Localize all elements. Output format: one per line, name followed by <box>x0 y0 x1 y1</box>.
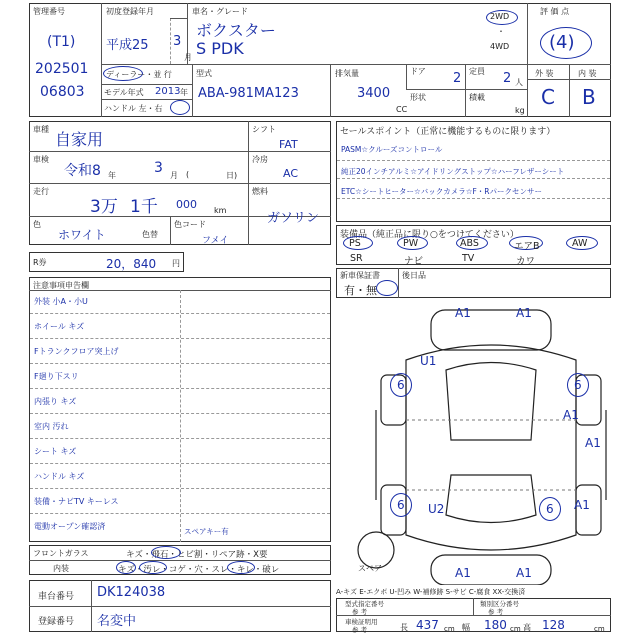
damage-mark: A1 <box>516 566 532 580</box>
mileage-rest: 000 <box>176 198 197 211</box>
fuel-value: ガソリン <box>267 211 320 226</box>
height-value: 128 <box>542 618 565 632</box>
damage-mark: 6 <box>574 378 582 392</box>
car-diagram <box>336 300 611 585</box>
equip-navi: ナビ <box>404 256 424 267</box>
score-exterior: C <box>541 85 555 109</box>
vehicle-type: ABA-981MA123 <box>198 86 299 101</box>
damage-mark: A1 <box>563 408 579 422</box>
equip-abs: ABS <box>460 238 479 249</box>
spare-label: スペア <box>358 564 382 573</box>
dealer-label: ディーラー・並 行 <box>106 70 172 79</box>
note-item: 装備・ナビTV キーレス <box>34 497 119 506</box>
damage-mark: U2 <box>428 502 445 516</box>
selling-line-1: PASM☆クルーズコントロール <box>341 145 443 154</box>
ac-value: AC <box>283 167 299 180</box>
note-item: 電動オープン確認済 <box>34 522 106 531</box>
notes-extra: スペアキー有 <box>184 527 229 536</box>
selling-line-2: 純正20インチアルミ☆アイドリングストップ☆ハーフレザーシート <box>341 167 565 176</box>
mgmt-label: 管理番号 <box>33 7 65 16</box>
damage-mark: 6 <box>397 498 405 512</box>
equip-ps: PS <box>349 238 361 249</box>
reg-era: 平成25 <box>106 38 149 53</box>
damage-mark: U1 <box>420 354 437 368</box>
score-interior: B <box>582 85 596 109</box>
equip-tv: TV <box>462 253 475 264</box>
equip-airbag: エアB <box>514 241 540 252</box>
car-model: ボクスター <box>196 21 276 40</box>
note-item: ハンドル キズ <box>34 472 85 481</box>
reg-label: 初度登録年月 <box>106 7 154 16</box>
color-code: フメイ <box>202 236 229 246</box>
damage-mark: A1 <box>516 306 532 320</box>
damage-mark: A1 <box>574 498 590 512</box>
warranty-value: 有・無 <box>344 284 377 297</box>
registration-value: 名変中 <box>97 614 137 629</box>
handle-label: ハンドル 左・右 <box>104 104 163 113</box>
damage-mark: 6 <box>546 502 554 516</box>
score-label: 評 価 点 <box>540 7 570 16</box>
mileage-sen: 1千 <box>130 197 158 217</box>
damage-mark: A1 <box>455 566 471 580</box>
equip-sr: SR <box>350 253 363 264</box>
reg-month: 3 <box>173 34 182 49</box>
recycle-value: 20，840 <box>106 257 157 271</box>
drive-2wd: 2WD <box>490 12 510 21</box>
inspection-era: 令和8 <box>64 163 101 179</box>
capacity: 2 <box>503 71 512 86</box>
glass-options: キズ・飛石・ヒビ割・リペア跡・X要 <box>126 550 268 560</box>
width-value: 180 <box>484 618 507 632</box>
damage-mark: 6 <box>397 378 405 392</box>
damage-mark: A1 <box>585 436 601 450</box>
name-label: 車名・グレード <box>192 7 248 16</box>
note-item: ホイール キズ <box>34 322 85 331</box>
equipment-label: 装備品（純正品に限り○をつけてください） <box>340 230 519 240</box>
note-item: Fトランクフロア突上げ <box>34 347 119 356</box>
selling-line-3: ETC☆シートヒーター☆バックカメラ☆F・Rパークセンサー <box>341 187 543 196</box>
note-item: シート キズ <box>34 447 77 456</box>
score-value: (4) <box>549 32 575 53</box>
equip-pw: PW <box>403 238 419 249</box>
damage-mark: A1 <box>455 306 471 320</box>
color-value: ホワイト <box>58 228 106 242</box>
usage-value: 自家用 <box>55 130 104 149</box>
car-grade: S PDK <box>196 39 244 58</box>
note-item: 室内 汚れ <box>34 422 69 431</box>
mileage-man: 3万 <box>90 197 118 217</box>
length-value: 437 <box>416 618 439 632</box>
mgmt-t: (T1) <box>47 34 76 50</box>
note-item: 外装 小A・小U <box>34 297 88 306</box>
note-item: 内張り キズ <box>34 397 77 406</box>
chassis-value: DK124038 <box>97 585 166 600</box>
equip-leather: カワ <box>516 256 536 267</box>
selling-label: セールスポイント（正常に機能するものに限ります） <box>340 127 556 137</box>
interior-options: キズ・汚レ・コゲ・穴・スレ・キレ・破レ <box>118 565 280 575</box>
door-count: 2 <box>453 71 462 86</box>
note-item: F廻り下スリ <box>34 372 79 381</box>
mgmt-number-2: 06803 <box>40 84 85 100</box>
equip-aw: AW <box>572 238 588 249</box>
model-year: 2013 <box>155 86 181 97</box>
displacement: 3400 <box>357 86 391 101</box>
damage-legend: A-キズ E-エクボ U-凹み W-補修跡 S-サビ C-腐食 XX-交換済 <box>336 588 526 596</box>
drive-4wd: 4WD <box>490 42 510 51</box>
inspection-month: 3 <box>154 160 163 176</box>
mgmt-number-1: 202501 <box>35 61 89 77</box>
shift-value: FAT <box>279 138 298 151</box>
